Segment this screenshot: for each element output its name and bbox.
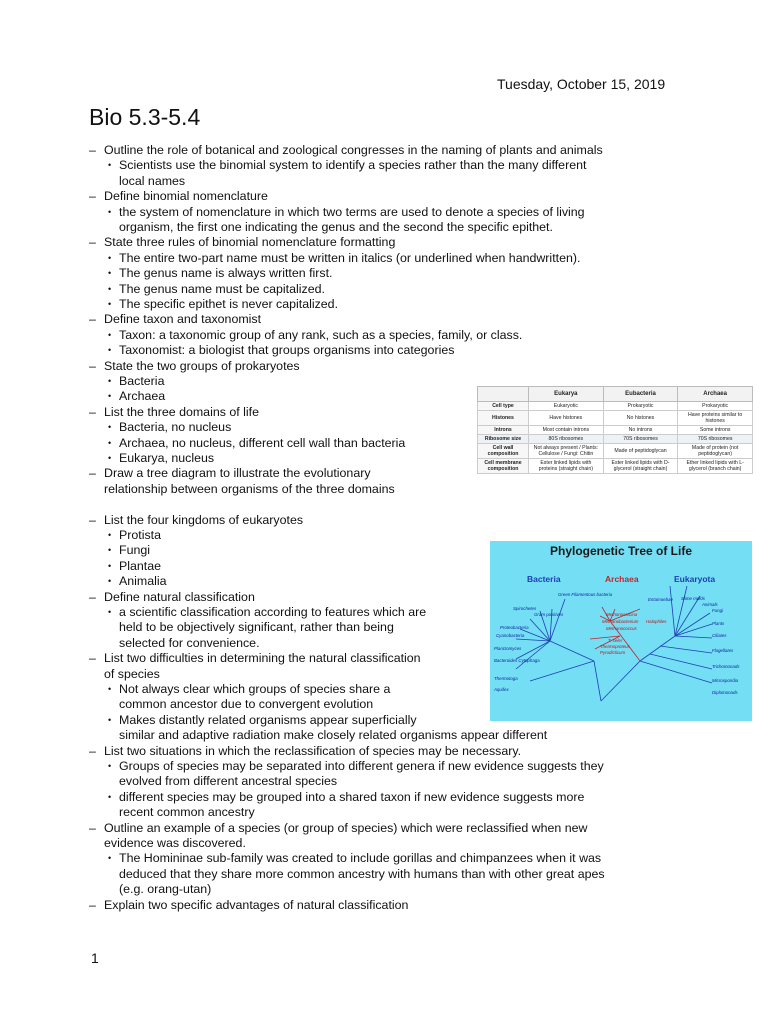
tree-label: Thermotoga — [494, 676, 518, 681]
note-text: deduced that they share more common ancestry with humans than with other great apes — [119, 866, 605, 881]
table-cell: Most contain introns — [529, 426, 604, 435]
note-continuation — [104, 836, 246, 851]
note-bullet — [108, 851, 602, 866]
dash-marker: – — [89, 512, 96, 527]
page-number: 1 — [91, 950, 99, 966]
note-bullet — [108, 420, 232, 435]
bullet-marker: • — [108, 607, 112, 617]
note-text: recent common ancestry — [119, 805, 255, 820]
note-text: Animalia — [119, 574, 167, 589]
note-heading — [89, 143, 603, 158]
dash-marker: – — [89, 897, 96, 912]
page-title: Bio 5.3-5.4 — [89, 104, 201, 130]
note-bullet — [108, 558, 162, 574]
note-text: Taxon: a taxonomic group of any rank, such as a species, family, or class. — [119, 327, 523, 342]
note-bullet — [108, 712, 417, 728]
note-bullet — [108, 204, 585, 220]
note-bullet — [108, 682, 391, 697]
note-text: Fungi — [119, 543, 150, 558]
note-text: Bacteria — [119, 374, 165, 388]
note-text: Archaea, no nucleus, different cell wall than bacteria — [119, 435, 406, 450]
note-text: selected for convenience. — [119, 635, 260, 650]
note-text: Define taxon and taxonomist — [104, 312, 262, 327]
note-heading — [89, 312, 262, 327]
note-text: List the three domains of life — [104, 404, 259, 419]
bullet-marker: • — [108, 684, 112, 694]
note-continuation — [119, 697, 373, 712]
tree-label: Proteobacteria — [500, 625, 529, 630]
bullet-marker: • — [108, 252, 112, 263]
bullet-marker: • — [108, 268, 112, 279]
note-text: common ancestor due to convergent evolution — [119, 697, 374, 712]
table-cell: No introns — [603, 426, 678, 435]
note-text: Not always clear which groups of species share a — [119, 682, 391, 696]
note-text: organism, the first one indicating the genus and the second the specific epithet. — [119, 220, 553, 234]
table-row-header: Ribosome size — [478, 435, 529, 444]
dash-marker: – — [89, 820, 96, 835]
bullet-marker: • — [108, 576, 112, 587]
table-cell: Made of protein (not peptidoglycan) — [678, 444, 753, 459]
tree-label: Spirochetes — [513, 606, 537, 611]
note-bullet — [108, 543, 150, 558]
table-row — [478, 444, 753, 459]
note-heading — [89, 466, 371, 481]
note-continuation — [119, 805, 255, 820]
note-text: of species — [104, 666, 160, 681]
note-heading — [89, 189, 268, 204]
note-heading — [89, 235, 396, 250]
tree-domain-archaea: Archaea — [605, 574, 639, 584]
note-bullet — [108, 574, 167, 589]
table-header — [478, 387, 529, 402]
note-text: The entire two-part name must be written in italics (or underlined when handwritten). — [119, 250, 581, 265]
table-cell: Ester linked lipids with proteins (straight chain) — [529, 459, 604, 474]
tree-domain-bacteria: Bacteria — [527, 574, 561, 584]
note-text: Protista — [119, 528, 162, 542]
note-heading — [89, 404, 259, 420]
table-header: Eubacteria — [603, 387, 678, 402]
note-text: Plantae — [119, 558, 162, 573]
tree-domain-eukaryota: Eukaryota — [674, 574, 716, 584]
note-text: similar and adaptive radiation make closely related organisms appear different — [119, 728, 548, 743]
bullet-marker: • — [108, 391, 112, 402]
bullet-marker: • — [108, 437, 112, 448]
table-cell: Not always present / Plants: Cellulose / Fungi: Chitin — [529, 444, 604, 459]
note-text: local names — [119, 173, 186, 188]
note-bullet — [108, 389, 166, 404]
table-row — [478, 426, 753, 435]
note-text: Eukarya, nucleus — [119, 451, 215, 465]
tree-label: Microsporidia — [712, 678, 739, 683]
tree-label: Halophiles — [646, 619, 667, 624]
note-heading — [89, 820, 588, 836]
note-text: The Homininae sub-family was created to include gorillas and chimpanzees when it was — [119, 851, 602, 866]
dash-marker: – — [89, 743, 96, 758]
tree-label: Thermoproteus — [600, 644, 630, 649]
note-text: Define binomial nomenclature — [104, 189, 268, 204]
note-text: List the four kingdoms of eukaryotes — [104, 512, 304, 527]
note-heading — [89, 589, 255, 605]
table-header: Eukarya — [529, 387, 604, 402]
domains-comparison-table — [477, 386, 753, 474]
note-text: Archaea — [119, 389, 166, 404]
note-continuation — [119, 220, 553, 235]
note-bullet — [108, 374, 165, 389]
note-continuation — [104, 667, 160, 682]
note-continuation — [119, 882, 211, 897]
note-bullet — [108, 435, 406, 451]
tree-label: Slime molds — [681, 596, 705, 601]
note-text: Explain two specific advantages of natural classification — [104, 897, 409, 912]
table-cell: No histones — [603, 411, 678, 426]
tree-label: Fungi — [712, 608, 723, 613]
tree-label: Planctomyces — [494, 646, 522, 651]
dash-marker: – — [89, 143, 96, 157]
note-text: held to be objectively significant, rather than being — [119, 620, 394, 635]
tree-label: Flagellates — [712, 648, 734, 653]
note-text: The genus name must be capitalized. — [119, 281, 325, 296]
bullet-marker: • — [108, 853, 112, 864]
table-row — [478, 402, 753, 411]
dash-marker: – — [89, 404, 96, 419]
bullet-marker: • — [108, 560, 112, 571]
note-bullet — [108, 327, 523, 343]
bullet-marker: • — [108, 299, 112, 309]
phylogenetic-tree-figure — [490, 541, 752, 721]
dash-marker: – — [89, 235, 96, 250]
table-cell: Prokaryotic — [603, 402, 678, 411]
note-heading — [89, 512, 304, 528]
table-row-header: Histones — [478, 411, 529, 426]
bullet-marker: • — [108, 791, 112, 802]
note-bullet — [108, 250, 581, 266]
dash-marker: – — [89, 312, 96, 327]
note-text: List two situations in which the reclassification of species may be necessary. — [104, 743, 522, 758]
note-text: a scientific classification according to features which are — [119, 605, 427, 619]
table-cell: Some introns — [678, 426, 753, 435]
note-continuation — [119, 620, 394, 635]
table-cell: Have proteins similar to histones — [678, 411, 753, 426]
table-row — [478, 435, 753, 444]
tree-label: Aquifex — [494, 687, 509, 692]
note-text: Outline the role of botanical and zoological congresses in the naming of plants and animals — [104, 143, 603, 157]
note-text: Bacteria, no nucleus — [119, 420, 232, 435]
note-text: The specific epithet is never capitalized. — [119, 297, 339, 311]
bullet-marker: • — [108, 345, 112, 356]
note-heading — [89, 897, 409, 913]
table-row-header: Cell membrane composition — [478, 459, 529, 474]
note-text: Outline an example of a species (or group of species) which were reclassified when new — [104, 820, 588, 835]
note-bullet — [108, 789, 585, 805]
note-continuation — [119, 867, 605, 882]
note-text: State three rules of binomial nomenclature formatting — [104, 235, 396, 250]
note-text: Groups of species may be separated into different genera if new evidence suggests they — [119, 759, 604, 773]
tree-label: Animals — [702, 602, 718, 607]
note-text: (e.g. orang-utan) — [119, 882, 212, 897]
table-cell: Have histones — [529, 411, 604, 426]
table-cell: Made of peptidoglycan — [603, 444, 678, 459]
tree-label: T. celer — [608, 638, 623, 643]
tree-label: Entamoebae — [648, 597, 673, 602]
note-text: relationship between organisms of the three domains — [104, 481, 395, 496]
bullet-marker: • — [108, 206, 112, 217]
bullet-marker: • — [108, 453, 112, 463]
tree-label: Methanobacterium — [602, 619, 639, 624]
table-cell: Prokaryotic — [678, 402, 753, 411]
table-cell: 70S ribosomes — [603, 435, 678, 444]
note-bullet — [108, 451, 215, 466]
bullet-marker: • — [108, 714, 112, 725]
tree-label: Green Filamentous bacteria — [558, 592, 613, 597]
dash-marker: – — [89, 189, 96, 204]
tree-label: Ciliates — [712, 633, 727, 638]
note-text: The genus name is always written first. — [119, 266, 333, 281]
date-label: Tuesday, October 15, 2019 — [497, 76, 666, 92]
bullet-marker: • — [108, 376, 112, 386]
note-text: evolved from different ancestral species — [119, 774, 338, 789]
tree-title: Phylogenetic Tree of Life — [549, 544, 693, 558]
table-row — [478, 459, 753, 474]
table-row-header: Cell wall composition — [478, 444, 529, 459]
table-cell: 70S ribosomes — [678, 435, 753, 444]
note-text: the system of nomenclature in which two terms are used to denote a species of living — [119, 204, 585, 219]
note-text: Draw a tree diagram to illustrate the evolutionary — [104, 466, 371, 481]
dash-marker: – — [89, 358, 96, 373]
tree-label: Gram positives — [534, 612, 564, 617]
note-heading — [89, 743, 522, 759]
tree-label: Cyanobacteria — [496, 633, 525, 638]
note-text: State the two groups of prokaryotes — [104, 358, 300, 373]
table-row-header: Introns — [478, 426, 529, 435]
note-bullet — [108, 343, 455, 358]
bullet-marker: • — [108, 545, 112, 556]
note-continuation — [119, 174, 185, 189]
bullet-marker: • — [108, 283, 112, 294]
note-bullet — [108, 281, 325, 297]
note-text: evidence was discovered. — [104, 836, 246, 850]
tree-label: Methanococcus — [606, 626, 637, 631]
tree-label: Trichomonads — [712, 664, 740, 669]
note-bullet — [108, 759, 604, 774]
note-heading — [89, 651, 421, 666]
tree-label: Methanosarcina — [606, 612, 638, 617]
table-cell: 80S ribosomes — [529, 435, 604, 444]
note-continuation — [119, 774, 337, 789]
dash-marker: – — [89, 466, 96, 481]
note-text: Taxonomist: a biologist that groups organisms into categories — [119, 343, 455, 358]
note-heading — [89, 358, 300, 374]
table-row — [478, 411, 753, 426]
note-continuation — [104, 482, 395, 497]
dash-marker: – — [89, 589, 96, 604]
note-bullet — [108, 528, 162, 543]
bullet-marker: • — [108, 761, 112, 771]
dash-marker: – — [89, 651, 96, 666]
tree-label: Pyrodicticum — [600, 650, 626, 655]
table-row-header: Cell type — [478, 402, 529, 411]
note-continuation — [119, 636, 260, 651]
note-text: Makes distantly related organisms appear superficially — [119, 712, 417, 727]
bullet-marker: • — [108, 329, 112, 340]
note-bullet — [108, 158, 587, 173]
tree-label: Plants — [712, 621, 725, 626]
note-text: List two difficulties in determining the natural classification — [104, 651, 421, 666]
table-header: Archaea — [678, 387, 753, 402]
note-text: different species may be grouped into a shared taxon if new evidence suggests more — [119, 789, 585, 804]
note-bullet — [108, 297, 339, 312]
tree-label: Bacteroides Cytophaga — [494, 658, 540, 663]
note-bullet — [108, 605, 427, 620]
tree-label: Diplomonads — [712, 690, 738, 695]
note-continuation — [119, 728, 547, 743]
note-text: Define natural classification — [104, 589, 255, 604]
note-bullet — [108, 266, 333, 281]
bullet-marker: • — [108, 160, 112, 171]
table-cell: Ether linked lipids with L-glycerol (branch chain) — [678, 459, 753, 474]
table-cell: Ester linked lipids with D-glycerol (straight chain) — [603, 459, 678, 474]
bullet-marker: • — [108, 422, 112, 433]
bullet-marker: • — [108, 530, 112, 540]
note-text: Scientists use the binomial system to identify a species rather than the many different — [119, 158, 587, 173]
table-cell: Eukaryotic — [529, 402, 604, 411]
